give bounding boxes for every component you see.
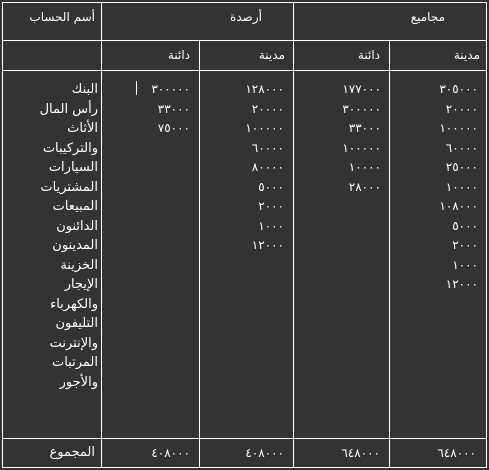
cell-value[interactable]: ٨٠٠٠٠ bbox=[251, 160, 284, 174]
grid-hline bbox=[2, 40, 487, 41]
cell-value[interactable]: ٣٠٥٠٠٠ bbox=[439, 82, 478, 96]
header-totals: مجاميع bbox=[410, 10, 445, 24]
cell-value[interactable]: ٢٠٠٠٠ bbox=[445, 101, 478, 116]
grid-vline bbox=[199, 40, 200, 468]
account-name: المبيعات bbox=[52, 199, 98, 214]
column-totals-credit bbox=[315, 80, 381, 197]
cell-value[interactable]: ١٠٠٠٠٠ bbox=[439, 121, 478, 135]
column-balances-credit bbox=[130, 80, 190, 139]
footer-totals-debit: ٦٤٨٠٠٠ bbox=[437, 446, 476, 460]
footer-total-label: المجموع bbox=[49, 445, 95, 460]
cell-value[interactable]: ٢٥٠٠٠ bbox=[445, 160, 478, 174]
cell-value[interactable]: ١٠٠٠٠ bbox=[445, 179, 478, 194]
cell-value[interactable]: ٣٠٠٠٠٠ bbox=[151, 82, 190, 96]
account-name: المدينون bbox=[52, 238, 98, 253]
grid-hline bbox=[2, 438, 487, 439]
footer-balances-debit: ٤٠٨٠٠٠ bbox=[245, 446, 284, 460]
cell-value[interactable]: ١٠٠٠٠٠ bbox=[245, 121, 284, 135]
account-name: السيارات bbox=[48, 160, 98, 175]
account-name: الدائنون bbox=[56, 218, 98, 234]
cell-value[interactable]: ١٠٨٠٠٠ bbox=[439, 199, 478, 213]
account-names-list bbox=[8, 80, 98, 392]
cell-value[interactable]: ١٠٠٠ bbox=[258, 218, 284, 233]
subheader-totals-debit: مدينة bbox=[453, 48, 480, 62]
grid-vline bbox=[486, 2, 487, 468]
footer-balances-credit: ٤٠٨٠٠٠ bbox=[151, 446, 190, 460]
subheader-balances-debit: مدينة bbox=[258, 48, 285, 62]
account-name: والكهرباء bbox=[50, 296, 98, 312]
subheader-totals-credit: دائنة bbox=[357, 48, 380, 62]
grid-vline bbox=[293, 2, 294, 468]
cell-value[interactable]: ٣٣٠٠٠ bbox=[348, 121, 381, 135]
footer-totals-credit: ٦٤٨٠٠٠ bbox=[341, 446, 380, 460]
grid-hline bbox=[2, 2, 487, 3]
cell-value[interactable]: ١٢٨٠٠٠ bbox=[245, 82, 284, 96]
cell-value[interactable]: ٢٠٠٠٠ bbox=[251, 101, 284, 116]
account-name: المرتبات bbox=[51, 355, 98, 370]
cell-value[interactable]: ١٠٠٠ bbox=[452, 257, 478, 272]
cell-value[interactable]: ١٠٠٠٠ bbox=[348, 160, 381, 174]
account-name: والأجور bbox=[59, 374, 98, 390]
grid-vline bbox=[2, 2, 3, 468]
account-name: رأس المال bbox=[39, 101, 98, 117]
cell-value[interactable]: ٣٠٠٠٠٠ bbox=[342, 101, 381, 116]
grid-vline bbox=[101, 2, 102, 468]
header-balances: أرصدة bbox=[230, 10, 262, 24]
cell-value[interactable]: ١٢٠٠٠ bbox=[445, 277, 478, 291]
cell-value[interactable]: ١٢٠٠٠ bbox=[251, 238, 284, 252]
cell-value[interactable]: ١٧٧٠٠٠ bbox=[342, 82, 381, 96]
grid-vline bbox=[389, 40, 390, 468]
cell-value[interactable]: ٢٨٠٠٠ bbox=[348, 179, 381, 194]
account-name: الأثاث bbox=[67, 121, 98, 136]
cell-value[interactable]: ٦٠٠٠٠ bbox=[251, 140, 284, 155]
grid-hline bbox=[2, 70, 487, 71]
grid-hline bbox=[2, 467, 487, 468]
cell-value[interactable]: ٢٠٠٠ bbox=[258, 199, 284, 213]
header-account-name: أسم الحساب bbox=[29, 10, 95, 24]
column-balances-debit bbox=[220, 80, 284, 256]
column-totals-debit bbox=[412, 80, 478, 295]
cell-value[interactable]: ٢٠٠٠ bbox=[452, 238, 478, 252]
account-name: والتركيبات bbox=[42, 140, 98, 156]
subheader-balances-credit: دائنة bbox=[167, 48, 190, 62]
cell-value[interactable]: ٥٠٠٠ bbox=[452, 218, 478, 233]
account-name: التليفون bbox=[55, 316, 98, 331]
cell-value[interactable]: ١٠٠٠٠٠ bbox=[342, 140, 381, 155]
account-name: والإنترنت bbox=[49, 335, 98, 351]
account-name: الخزينة bbox=[60, 257, 98, 273]
cell-value[interactable]: ٣٣٠٠٠ bbox=[157, 101, 190, 116]
account-name: الإيجار bbox=[64, 277, 98, 292]
cell-value[interactable]: ٧٥٠٠٠ bbox=[157, 121, 190, 135]
account-name: البنك bbox=[71, 82, 98, 97]
cell-value[interactable]: ٦٠٠٠٠ bbox=[445, 140, 478, 155]
cell-value[interactable]: ٥٠٠٠ bbox=[258, 179, 284, 194]
account-name: المشتريات bbox=[40, 179, 98, 195]
